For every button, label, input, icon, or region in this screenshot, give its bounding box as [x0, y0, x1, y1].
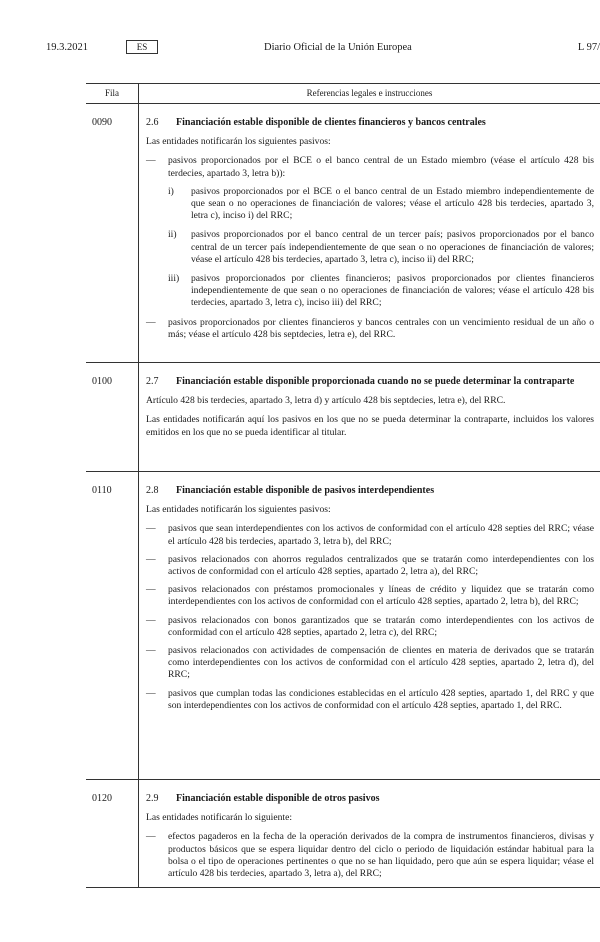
section-heading	[146, 117, 594, 129]
table-row	[86, 472, 600, 780]
table-header	[86, 84, 600, 104]
section-title: Financiación estable disponible de clientes financieros y bancos centrales	[176, 117, 486, 128]
sub-item-text: pasivos proporcionados por el BCE o el banco central de un Estado miembro independientemente de que sean o no operaciones de financiación de valores; véase el artículo 428 bis terdecies, apartado 3, letra c), inciso i) del RRC;	[191, 185, 594, 222]
table-row	[86, 780, 600, 886]
row-number: 0100	[92, 376, 112, 387]
row-content	[146, 376, 594, 446]
journal-title: Diario Oficial de la Unión Europea	[264, 42, 412, 53]
section-number: 2.7	[146, 376, 159, 387]
section-title: Financiación estable disponible proporcionada cuando no se puede determinar la contraparte	[176, 376, 575, 387]
intro-text: Las entidades notificarán los siguientes pasivos:	[146, 504, 331, 516]
table-row	[86, 104, 600, 363]
page-number: L 97/	[577, 42, 600, 53]
list-item: — pasivos que sean interdependientes con los activos de conformidad con el artículo 428 septies del RRC; véase el artículo 428 bis terdecies, apartado 3, letra b), del RRC;	[146, 523, 594, 547]
sub-list-item	[146, 229, 594, 266]
sub-item-text: pasivos proporcionados por el banco central de un tercer país; pasivos proporcionados por el banco central de un tercer país independientemente de que sean o no operaciones de financiación de valores; véase el artículo 428 bis terdecies, apartado 3, letra c), inciso ii) del RRC;	[191, 229, 594, 265]
list-item: — pasivos relacionados con actividades de compensación de clientes en materia de derivados que se tratarán como interdependientes con los activos de conformidad con el artículo 428 septies, apartado 2, letra d), del RRC;	[146, 645, 594, 682]
paragraph: Las entidades notificarán aquí los pasivos en los que no se pueda determinar la contraparte, incluidos los valores emitidos en los que no se pueda identificar al titular.	[146, 414, 594, 438]
row-content	[146, 117, 594, 347]
row-content	[146, 485, 594, 718]
row-number: 0120	[92, 793, 112, 804]
section-title: Financiación estable disponible de pasivos interdependientes	[176, 485, 435, 496]
list-item: — pasivos relacionados con ahorros regulados centralizados que se tratarán como interdependientes con los activos de conformidad con el artículo 428 septies, apartado 2, letra a), del RRC;	[146, 554, 594, 578]
page-header	[46, 40, 600, 60]
list-item: — pasivos proporcionados por clientes financieros y bancos centrales con un vencimiento residual de un año o más; véase el artículo 428 bis septdecies, letra e), del RRC.	[146, 317, 594, 341]
list-item: — pasivos relacionados con bonos garantizados que se tratarán como interdependientes con los activos de conformidad con el artículo 428 septies, apartado 2, letra c), del RRC;	[146, 615, 594, 639]
row-number: 0110	[92, 485, 112, 496]
list-item: — efectos pagaderos en la fecha de la operación derivados de la compra de instrumentos financieros, divisas y productos básicos que se espera liquidar dentro del ciclo o periodo de liquidación estándar habitual para la bolsa o el tipo de operaciones pertinentes o que no se han liquidado, pero que aún se espera liquidar; véase el artículo 428 bis terdecies, apartado 3, letra a), del RRC;	[146, 831, 594, 880]
list-item: — pasivos proporcionados por el BCE o el banco central de un Estado miembro (véase el artículo 428 bis terdecies, apartado 3, letra b)):	[146, 155, 594, 179]
row-content	[146, 793, 594, 886]
column-header-referencias: Referencias legales e instrucciones	[306, 88, 433, 98]
section-heading	[146, 793, 594, 805]
sub-item-label: i)	[168, 185, 174, 197]
intro-text: Las entidades notificarán los siguientes pasivos:	[146, 136, 331, 148]
intro-text: Las entidades notificarán lo siguiente:	[146, 812, 292, 824]
table-row	[86, 363, 600, 472]
list-item: — pasivos relacionados con préstamos promocionales y líneas de crédito y liquidez que se tratarán como interdependientes con los activos de conformidad con el artículo 428 septies, apartado 2, letra b), del RRC;	[146, 584, 594, 608]
row-number: 0090	[92, 117, 112, 128]
sub-item-label: ii)	[168, 229, 177, 241]
language-badge: ES	[126, 40, 158, 54]
section-heading	[146, 376, 594, 388]
sub-list-item	[146, 186, 594, 223]
section-number: 2.6	[146, 117, 159, 128]
sub-list-item	[146, 273, 594, 310]
list-item: — pasivos que cumplan todas las condiciones establecidas en el artículo 428 septies, apartado 1, del RRC y que son interdependientes con los activos de conformidad con el artículo 428 septies, apartado 1, del RRC.	[146, 688, 594, 712]
section-number: 2.8	[146, 485, 159, 496]
column-header-fila: Fila	[104, 88, 119, 98]
section-title: Financiación estable disponible de otros pasivos	[176, 793, 380, 804]
instructions-table	[86, 83, 600, 888]
section-heading	[146, 485, 594, 497]
paragraph: Artículo 428 bis terdecies, apartado 3, letra d) y artículo 428 bis septdecies, letra e), del RRC.	[146, 395, 506, 407]
sub-item-text: pasivos proporcionados por clientes financieros; pasivos proporcionados por clientes financieros independientemente de que sean o no operaciones de financiación de valores; véase el artículo 428 bis terdecies, apartado 3, letra c), inciso iii) del RRC;	[191, 273, 594, 309]
sub-item-label: iii)	[168, 273, 180, 285]
publication-date: 19.3.2021	[46, 42, 88, 53]
section-number: 2.9	[146, 793, 159, 804]
